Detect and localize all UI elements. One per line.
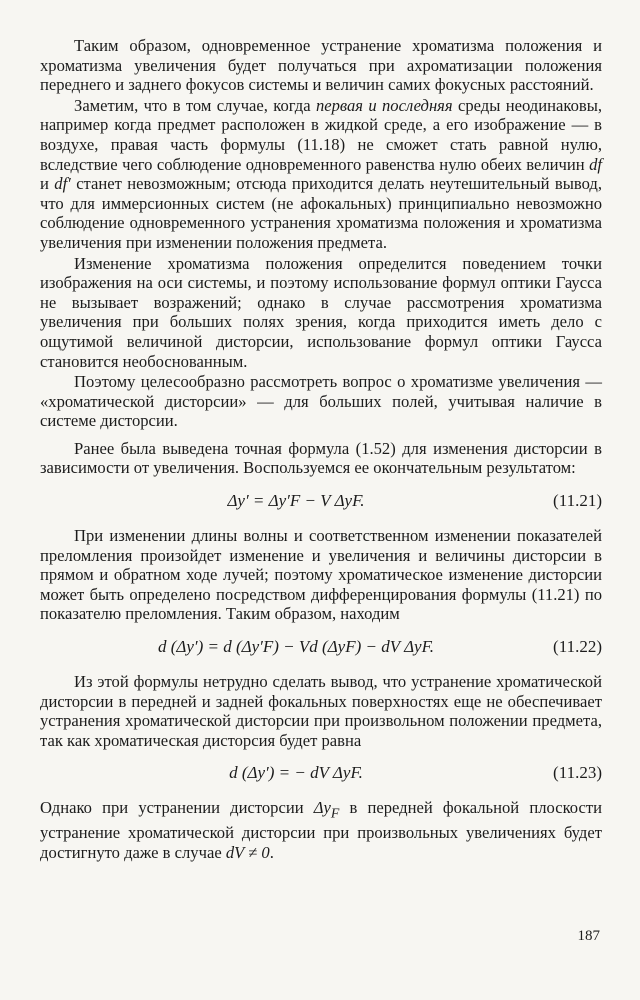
formula-number: (11.22): [553, 637, 602, 657]
formula-expression: d (Δy′) = − dV ΔyF.: [229, 763, 363, 783]
formula-expression: Δy′ = Δy′F − V ΔyF.: [227, 491, 365, 511]
formula-11-21: [40, 482, 602, 520]
formula-expression: d (Δy′) = d (Δy′F) − Vd (ΔyF) − dV ΔyF.: [157, 637, 435, 657]
paragraph-3: Изменение хроматизма положения определится поведением точки изображения на оси системы, и поэтому использование формул оптики Гаусса не вызывает возражений; однако в случае рассмотрения хроматизма увеличения при больших полях зрения, когда приходится иметь дело с ощутимой величиной дисторсии, использование формул оптики Гаусса становится необоснованным.: [40, 253, 602, 371]
paragraph-1: Таким образом, одновременное устранение хроматизма положения и хроматизма увеличения будет получаться при ахроматизации положения переднего и заднего фокусов системы и величин самих фокусных расстояний.: [40, 36, 602, 95]
formula-11-22: [40, 628, 602, 666]
paragraph-2: Заметим, что в том случае, когда первая и последняя среды неодинаковы, например когда предмет расположен в жидкой среде, а его изображение — в воздухе, правая часть формулы (11.18) не сможет стать равной нулю, вследствие чего соблюдение одновременного равенства нулю обеих величин df и df′ станет невозможным; отсюда приходится делать неутешительный вывод, что для иммерсионных систем (не афокальных) принципиально невозможно соблюдение одновременного устранения хроматизма положения и хроматизма увеличения при изменении положения предмета.: [40, 95, 603, 252]
paragraph-7: Из этой формулы нетрудно сделать вывод, что устранение хроматической дисторсии в передней и задней фокальных поверхностях еще не обеспечивает устранения хроматической дисторсии при произвольном положении предмета, так как хроматическая дисторсия будет равна: [40, 672, 602, 750]
page-number: 187: [577, 928, 600, 944]
formula-11-23: [40, 754, 602, 792]
paragraph-5: Ранее была выведена точная формула (1.52) для изменения дисторсии в зависимости от увеличения. Воспользуемся ее окончательным результатом:: [40, 438, 602, 478]
paragraph-4: Поэтому целесообразно рассмотреть вопрос о хроматизме увеличения — «хроматической дисторсии» — для больших полей, учитывая наличие в системе дисторсии.: [40, 372, 602, 431]
formula-number: (11.21): [553, 491, 602, 511]
formula-number: (11.23): [553, 763, 602, 783]
paragraph-6: При изменении длины волны и соответственном изменении показателей преломления произойдет изменение и увеличения и величины дисторсии в прямом и обратном ходе лучей; поэтому хроматическое изменение дисторсии может быть определено посредством дифференцирования формулы (11.21) по показателю преломления. Таким образом, находим: [40, 526, 602, 624]
paragraph-8: Однако при устранении дисторсии $\Delta y_F$ в передней фокальной плоскости устранение хроматической дисторсии при произвольных увеличениях будет достигнуто даже в случае dV ≠ 0.: [40, 798, 602, 862]
